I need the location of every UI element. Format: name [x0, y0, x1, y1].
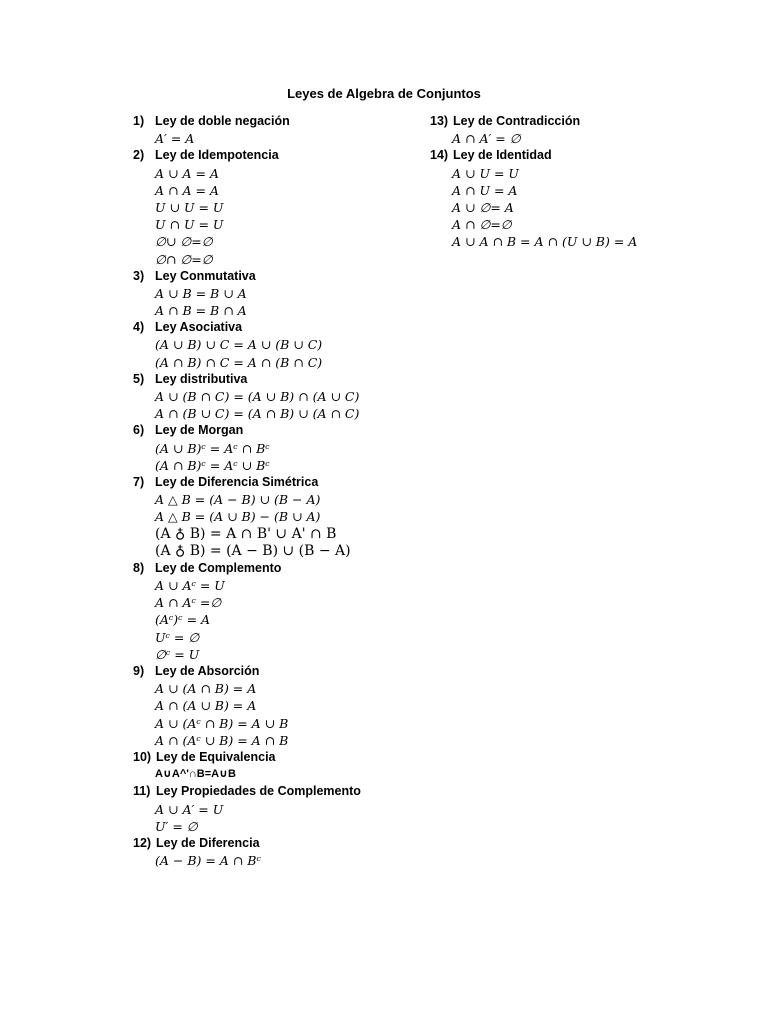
formula: A △ B = (A ∪ B) − (B ∪ A) [155, 509, 321, 525]
law-heading [430, 113, 730, 130]
law-heading [430, 147, 730, 164]
law-name: Ley de Morgan [155, 423, 244, 438]
formula: A ∪ U = U [452, 165, 519, 181]
formula: (A ∩ B)ᶜ = Aᶜ ∪ Bᶜ [155, 457, 270, 473]
formula: A ∪ A = A [155, 165, 219, 181]
law-name: Ley de Diferencia [156, 835, 260, 850]
law-name: Ley de Identidad [453, 148, 552, 163]
law-name: Ley de Idempotencia [155, 148, 279, 163]
formula: A ∩ (Aᶜ ∪ B) = A ∩ B [155, 732, 289, 748]
page-title: Leyes de Algebra de Conjuntos [287, 86, 481, 101]
law-number: 12) [133, 835, 152, 850]
formula: A ∩ Aᶜ =∅ [155, 595, 222, 611]
law-block [430, 113, 730, 147]
law-name: Ley distributiva [155, 371, 248, 386]
formula: Uᶜ = ∅ [155, 629, 200, 645]
formula: A △ B = (A − B) ∪ (B − A) [155, 492, 321, 508]
law-block [133, 474, 423, 560]
law-number: 6) [133, 423, 145, 438]
formula: A ∩ A′ = ∅ [452, 131, 521, 147]
formula: (A ∪ B) ∪ C = A ∪ (B ∪ C) [155, 337, 323, 353]
law-number: 1) [133, 114, 145, 128]
formula: A ∪ (B ∩ C) = (A ∪ B) ∩ (A ∪ C) [155, 389, 360, 404]
formula: A ∩ (B ∪ C) = (A ∩ B) ∪ (A ∩ C) [155, 406, 360, 422]
formula: ∅ᶜ = U [155, 646, 200, 662]
law-heading [133, 663, 423, 680]
formula: A∪A^'∩B=A∪B [155, 768, 236, 781]
law-block [133, 749, 423, 783]
law-number: 10) [133, 749, 152, 764]
formula: A ∩ B = B ∩ A [155, 303, 247, 319]
law-number: 2) [133, 148, 145, 163]
law-block [133, 783, 423, 835]
left-column [133, 113, 423, 869]
formula: A ∪ Aᶜ = U [155, 578, 225, 594]
law-name: Ley de Diferencia Simétrica [155, 474, 319, 489]
formula: A ∪ A′ = U [155, 801, 224, 817]
law-heading [133, 783, 423, 800]
law-block [133, 422, 423, 474]
formula: ∅∩ ∅=∅ [155, 251, 213, 267]
law-heading [133, 147, 423, 164]
law-name: Ley de Absorción [155, 664, 260, 678]
formula: U ∩ U = U [155, 217, 224, 233]
formula: (A − B) = A ∩ Bᶜ [155, 853, 261, 869]
formula: A′ = A [155, 131, 195, 147]
law-name: Ley Propiedades de Complemento [156, 784, 361, 799]
formula: A ∪ B = B ∪ A [155, 285, 247, 301]
law-block [133, 113, 423, 147]
law-block [133, 663, 423, 749]
law-name: Ley Asociativa [155, 320, 243, 335]
law-heading [133, 268, 423, 285]
formula: (A ∩ B) ∩ C = A ∩ (B ∩ C) [155, 354, 323, 370]
law-number: 13) [430, 114, 449, 128]
law-block [133, 560, 423, 663]
law-block [430, 147, 730, 250]
law-number: 5) [133, 371, 145, 386]
formula: U ∪ U = U [155, 199, 224, 215]
law-heading [133, 319, 423, 336]
law-block [133, 835, 423, 869]
law-heading [133, 371, 423, 388]
law-heading [133, 474, 423, 491]
law-number: 7) [133, 474, 145, 489]
law-heading [133, 835, 423, 852]
law-number: 9) [133, 664, 145, 678]
formula: A ∪ (Aᶜ ∩ B) = A ∪ B [155, 715, 289, 731]
law-block [133, 319, 423, 371]
formula: A ∩ ∅=∅ [452, 217, 512, 233]
law-number: 4) [133, 320, 145, 335]
law-name: Ley Conmutativa [155, 268, 256, 283]
law-number: 3) [133, 268, 145, 283]
formula: ∅∪ ∅=∅ [155, 234, 213, 250]
law-block [133, 371, 423, 423]
law-number: 8) [133, 560, 145, 575]
formula: A ∪ (A ∩ B) = A [155, 681, 257, 697]
law-block [133, 147, 423, 267]
law-heading [133, 113, 423, 130]
law-name: Ley de Contradicción [453, 114, 581, 128]
law-block [133, 268, 423, 320]
right-column [430, 113, 730, 251]
formula: A ∩ A = A [155, 182, 219, 198]
law-number: 11) [133, 784, 151, 799]
law-number: 14) [430, 148, 449, 163]
formula: (A ♁ B) = A ∩ B' ∪ A' ∩ B [155, 525, 337, 542]
law-name: Ley de doble negación [155, 114, 290, 128]
formula: A ∪ ∅= A [452, 199, 514, 215]
law-heading [133, 422, 423, 439]
law-heading [133, 560, 423, 577]
law-name: Ley de Complemento [155, 560, 282, 575]
formula: A ∩ U = A [452, 182, 518, 198]
formula: (Aᶜ)ᶜ = A [155, 612, 211, 628]
formula: U′ = ∅ [155, 818, 198, 834]
law-name: Ley de Equivalencia [156, 749, 276, 764]
formula: A ∪ A ∩ B = A ∩ (U ∪ B) = A [452, 234, 638, 250]
law-heading [133, 749, 423, 766]
formula: A ∩ (A ∪ B) = A [155, 698, 257, 714]
formula: (A ∪ B)ᶜ = Aᶜ ∩ Bᶜ [155, 440, 270, 456]
formula: (A ♁ B) = (A − B) ∪ (B − A) [155, 542, 351, 559]
